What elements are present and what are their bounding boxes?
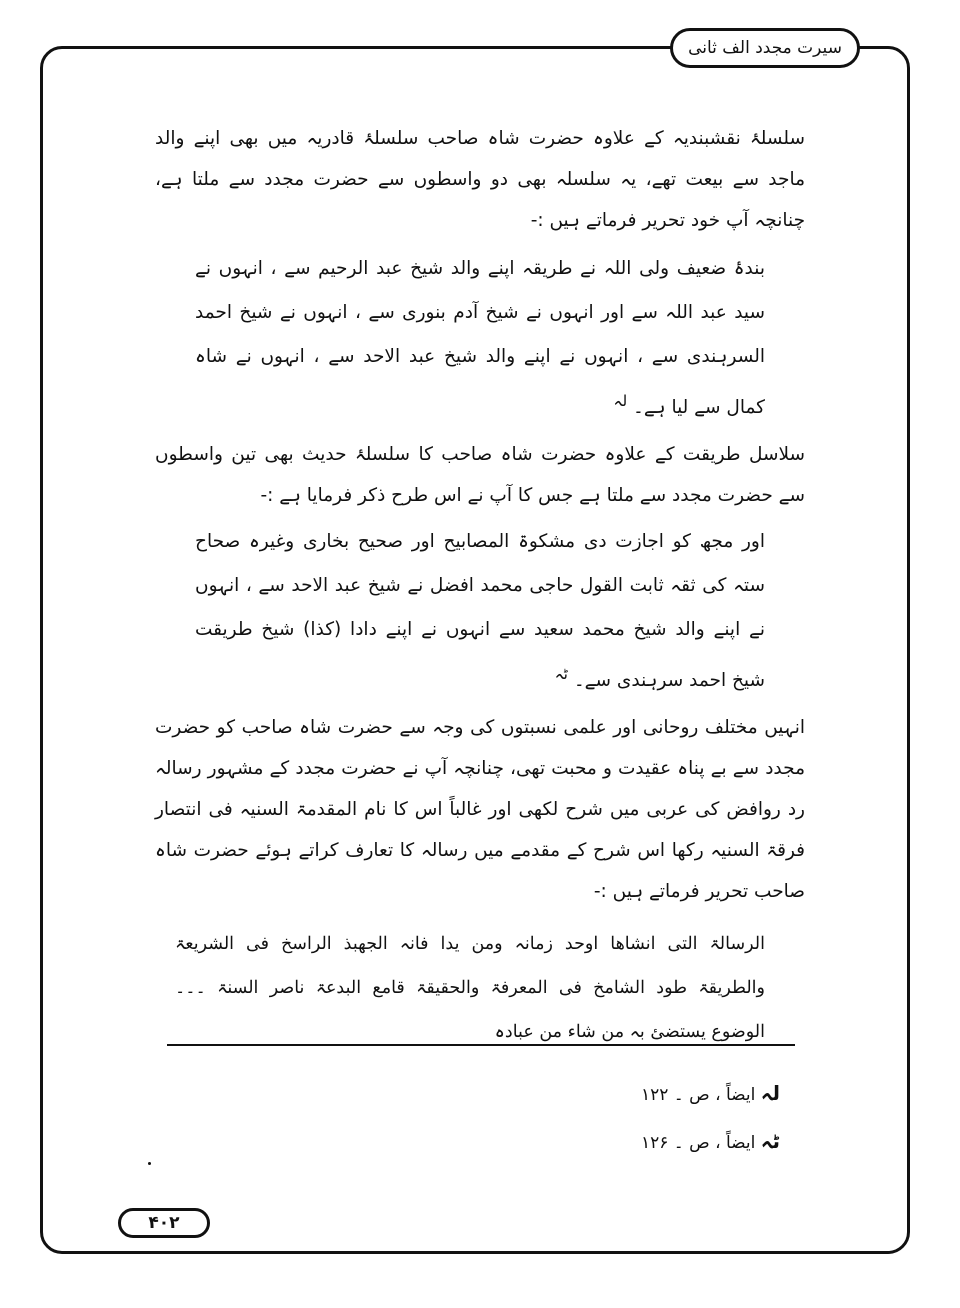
footnote-2-text: ایضاً ، ص ۔ ۱۲۶	[640, 1133, 756, 1153]
quote-1-mark: لہ	[613, 392, 628, 410]
footnote-divider	[167, 1044, 795, 1046]
paragraph-2: سلاسل طریقت کے علاوہ حضرت شاہ صاحب کا سلسلۂ حدیث بھی تین واسطوں سے حضرت مجدد سے ملتا ہے جس کا آپ نے اس طرح ذکر فرمایا ہے :-	[155, 444, 805, 507]
footnote-1	[560, 1070, 780, 1118]
running-title-text: سیرت مجدد الف ثانی	[688, 38, 842, 58]
paragraph-3: انہیں مختلف روحانی اور علمی نسبتوں کی وجہ سے حضرت شاہ صاحب کو حضرت مجدد سے بے پناہ عقیدت و محبت تھی، چنانچہ آپ نے حضرت مجدد کے مشہور رسالہ رد روافض کی عربی میں شرح لکھی اور غالباً اس کا نام المقدمۃ السنیہ فی انتصار فرقۃ السنیہ رکھا اس شرح کے مقدمے میں رسالہ کا تعارف کراتے ہوئے حضرت شاہ صاحب تحریر فرماتے ہیں :-	[155, 717, 805, 903]
quote-1-text: بندۂ ضعیف ولی اللہ نے طریقہ اپنے والد شیخ عبد الرحیم سے ، انہوں نے سید عبد اللہ سے اور انہوں نے شیخ آدم بنوری سے ، انہوں نے شیخ احمد السرہندی سے ، انہوں نے اپنے والد شیخ عبد الاحد سے ، انہوں نے شاہ کمال سے لیا ہے۔	[195, 258, 765, 419]
running-title	[670, 28, 860, 68]
main-text	[155, 118, 805, 1054]
arabic-quote: الرسالۃ التی انشاھا اوحد زمانہ ومن یدا فانہ الجھبذ الراسخ فی الشریعۃ والطریقۃ طود الشامخ فی المعرفۃ والحقیقۃ قامع البدعۃ ناصر السنۃ ۔۔۔ الوضوع یستضئ بہ من شاء من عبادہ	[175, 934, 765, 1043]
quote-2-mark: ٹہ	[554, 665, 568, 684]
paragraph-1: سلسلۂ نقشبندیہ کے علاوہ حضرت شاہ صاحب سلسلۂ قادریہ میں بھی اپنے والد ماجد سے بیعت تھے، یہ سلسلہ بھی دو واسطوں سے حضرت مجدد سے ملتا ہے، چنانچہ آپ خود تحریر فرماتے ہیں :-	[155, 128, 805, 231]
quote-2	[195, 520, 765, 703]
page-number-text: ۴۰۲	[148, 1213, 180, 1233]
footnote-1-mark: لہ	[760, 1081, 780, 1105]
quote-2-text: اور مجھ کو اجازت دی مشکوۃ المصابیح اور صحیح بخاری وغیرہ صحاح ستہ کی ثقہ ثابت القول حاجی محمد افضل نے شیخ عبد الاحد سے ، انہوں نے اپنے والد شیخ محمد سعید سے انہوں نے اپنے دادا (کذا) شیخ طریقت شیخ احمد سرہندی سے۔	[195, 531, 765, 692]
footnote-2-mark: ٹہ	[760, 1129, 780, 1153]
page-number	[118, 1208, 210, 1238]
footnote-1-text: ایضاً ، ص ۔ ۱۲۲	[640, 1085, 756, 1105]
scan-speck	[148, 1162, 151, 1165]
footnote-2	[560, 1118, 780, 1166]
quote-1	[195, 247, 765, 430]
footnotes	[560, 1070, 780, 1166]
